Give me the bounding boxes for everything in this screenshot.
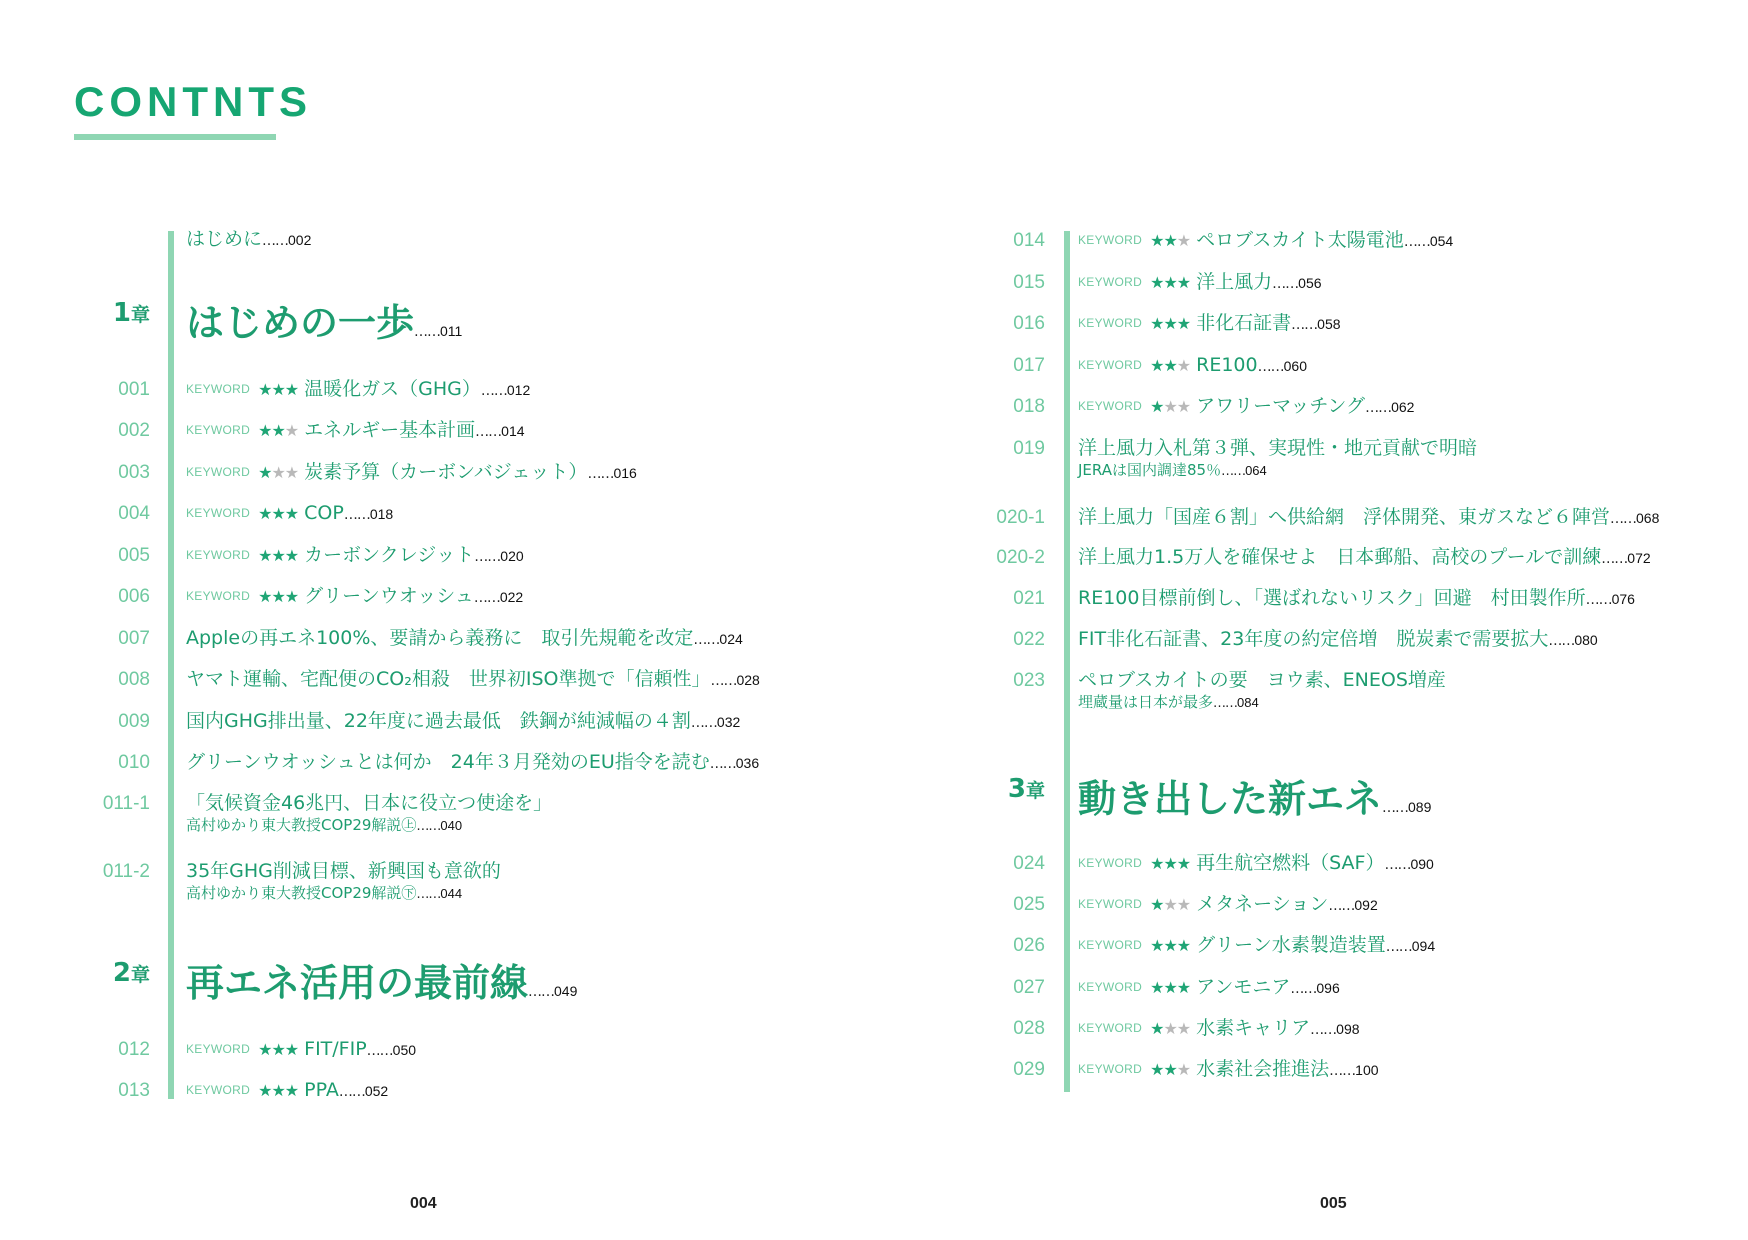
- star-rating: [1150, 854, 1190, 873]
- star-icon: ★: [284, 546, 299, 565]
- star-icon: ★: [1176, 936, 1191, 955]
- star-icon: ★: [1163, 1060, 1177, 1079]
- star-icon: ★: [258, 380, 272, 399]
- entry-number: 020-2: [996, 547, 1045, 568]
- page-ref: 016: [613, 465, 637, 481]
- keyword-tag: KEYWORD: [1078, 1062, 1143, 1076]
- toc-entry[interactable]: [1078, 546, 1651, 570]
- leader-dots: ……: [1365, 400, 1392, 416]
- title-underline: [74, 134, 276, 140]
- entry-number: 021: [1013, 588, 1045, 609]
- star-icon: ★: [1176, 854, 1191, 873]
- entry-title: COP: [304, 502, 344, 524]
- star-icon: ★: [1163, 978, 1177, 997]
- entry-subtitle: 高村ゆかり東大教授COP29解説㊦……044: [186, 883, 463, 902]
- star-rating: [258, 1081, 298, 1100]
- page-ref: 089: [1408, 799, 1432, 815]
- toc-entry[interactable]: [1078, 229, 1453, 253]
- entry-number: 018: [1013, 396, 1045, 417]
- leader-dots: ……: [414, 324, 441, 340]
- leader-dots: ……: [587, 466, 614, 482]
- chapter-number: [30, 298, 150, 328]
- chapter-title[interactable]: [186, 292, 462, 347]
- keyword-tag: KEYWORD: [186, 465, 251, 479]
- chapter-digit: 2: [112, 958, 131, 988]
- chapter-suffix: 章: [130, 304, 150, 326]
- entry-number: 020-1: [996, 507, 1045, 528]
- toc-entry[interactable]: [1078, 587, 1635, 611]
- star-icon: ★: [258, 1081, 272, 1100]
- keyword-tag: KEYWORD: [186, 382, 251, 396]
- star-icon: ★: [1163, 231, 1177, 250]
- entry-number: 009: [118, 711, 150, 732]
- entry-number: 002: [118, 420, 150, 441]
- entry-number: 029: [1013, 1059, 1045, 1080]
- page-ref: 100: [1355, 1062, 1379, 1078]
- page-ref: 050: [392, 1042, 417, 1058]
- entry-title: RE100: [1196, 354, 1258, 376]
- entry-number: 011-2: [102, 861, 150, 882]
- left-column-bar: [168, 231, 174, 1099]
- leader-dots: ……: [1382, 800, 1409, 816]
- entry-number: 004: [118, 503, 150, 524]
- entry-number: 008: [118, 669, 150, 690]
- star-icon: ★: [1176, 356, 1191, 375]
- contents-title: CONTNTS: [74, 78, 312, 125]
- page-ref: 072: [1627, 550, 1651, 566]
- star-icon: ★: [1176, 1060, 1191, 1079]
- star-icon: ★: [1150, 1019, 1164, 1038]
- star-icon: ★: [1163, 356, 1177, 375]
- star-rating: [258, 1040, 298, 1059]
- star-icon: ★: [284, 421, 299, 440]
- star-rating: [1150, 895, 1190, 914]
- star-icon: ★: [1150, 273, 1164, 292]
- page-ref: 084: [1237, 694, 1259, 710]
- entry-title: アワリーマッチング: [1196, 395, 1366, 417]
- entry-title: PPA: [304, 1079, 339, 1101]
- leader-dots: ……: [1585, 592, 1612, 608]
- page-ref: 096: [1316, 980, 1340, 996]
- toc-entry[interactable]: [186, 1038, 416, 1062]
- entry-title: 35年GHG削減目標、新興国も意欲的: [186, 860, 501, 882]
- leader-dots: ……: [528, 984, 555, 1000]
- star-rating: [258, 463, 298, 482]
- leader-dots: ……: [1548, 633, 1575, 649]
- toc-entry[interactable]: [1078, 271, 1322, 295]
- star-icon: ★: [1150, 978, 1164, 997]
- leader-dots: ……: [474, 549, 501, 565]
- star-rating: [258, 380, 298, 399]
- toc-entry[interactable]: [1078, 893, 1378, 917]
- chapter-title[interactable]: [186, 952, 577, 1007]
- star-rating: [1150, 397, 1190, 416]
- leader-dots: ……: [338, 1084, 365, 1100]
- star-icon: ★: [1150, 356, 1164, 375]
- keyword-tag: KEYWORD: [1078, 938, 1143, 952]
- star-icon: ★: [1150, 397, 1164, 416]
- star-icon: ★: [284, 504, 299, 523]
- leader-dots: ……: [1385, 939, 1412, 955]
- star-icon: ★: [271, 421, 285, 440]
- entry-number: 019: [1013, 438, 1045, 459]
- toc-entry[interactable]: [1078, 1058, 1379, 1082]
- star-icon: ★: [1150, 936, 1164, 955]
- keyword-tag: KEYWORD: [1078, 316, 1143, 330]
- star-icon: ★: [1150, 854, 1164, 873]
- page-ref: 064: [1245, 462, 1267, 478]
- keyword-tag: KEYWORD: [186, 1083, 251, 1097]
- page-ref: 036: [735, 755, 760, 771]
- star-icon: ★: [1176, 273, 1191, 292]
- page-ref: 056: [1298, 275, 1322, 291]
- entry-title: アンモニア: [1196, 976, 1291, 998]
- entry-number: 024: [1013, 853, 1045, 874]
- page-ref: 002: [288, 232, 312, 248]
- leader-dots: ……: [343, 507, 370, 523]
- star-rating: [1150, 978, 1190, 997]
- leader-dots: ……: [1329, 1063, 1356, 1079]
- keyword-tag: KEYWORD: [1078, 897, 1143, 911]
- leader-dots: ……: [366, 1043, 393, 1059]
- page-ref: 094: [1411, 938, 1436, 954]
- right-column-bar: [1064, 231, 1070, 1092]
- toc-entry[interactable]: [186, 461, 637, 485]
- entry-subtitle: 高村ゆかり東大教授COP29解説㊤……040: [186, 815, 463, 834]
- leader-dots: ……: [1610, 511, 1637, 527]
- page-ref: 058: [1317, 316, 1341, 332]
- keyword-tag: KEYWORD: [1078, 1021, 1143, 1035]
- entry-title: ペロブスカイトの要 ヨウ素、ENEOS増産: [1078, 669, 1446, 691]
- keyword-tag: KEYWORD: [186, 589, 251, 603]
- entry-number: 003: [118, 462, 150, 483]
- leader-dots: ……: [709, 756, 736, 772]
- entry-number: 001: [118, 379, 150, 400]
- entry-title: FIT非化石証書、23年度の約定倍増 脱炭素で需要拡大: [1078, 628, 1549, 650]
- entry-title: 洋上風力: [1196, 271, 1273, 293]
- keyword-tag: KEYWORD: [1078, 358, 1143, 372]
- keyword-tag: KEYWORD: [1078, 980, 1143, 994]
- page-ref: 052: [364, 1083, 389, 1099]
- leader-dots: ……: [1384, 857, 1411, 873]
- star-icon: ★: [1163, 895, 1177, 914]
- toc-entry[interactable]: [186, 751, 759, 775]
- page-ref: 080: [1574, 632, 1598, 648]
- chapter-title-text: 動き出した新エネ: [1078, 777, 1383, 821]
- chapter-digit: 1: [112, 298, 131, 328]
- page-ref: 062: [1391, 399, 1415, 415]
- star-icon: ★: [1163, 397, 1177, 416]
- entry-number: 005: [118, 545, 150, 566]
- page-ref: 044: [440, 885, 463, 901]
- page-ref: 024: [719, 631, 743, 647]
- page-ref: 018: [369, 506, 394, 522]
- toc-entry[interactable]: [186, 860, 501, 903]
- entry-title: 水素キャリア: [1196, 1017, 1311, 1039]
- page-ref: 014: [501, 423, 525, 439]
- page-ref: 022: [499, 589, 524, 605]
- entry-number: 025: [1013, 894, 1045, 915]
- page-ref: 060: [1283, 358, 1307, 374]
- star-icon: ★: [258, 546, 272, 565]
- star-icon: ★: [1163, 854, 1177, 873]
- leader-dots: ……: [416, 886, 441, 902]
- leader-dots: ……: [1221, 463, 1246, 479]
- star-icon: ★: [1163, 936, 1177, 955]
- toc-entry[interactable]: [186, 544, 524, 568]
- intro-entry[interactable]: [186, 228, 311, 252]
- entry-title: 洋上風力「国産６割」へ供給網 浮体開発、東ガスなど６陣営: [1078, 506, 1611, 528]
- leader-dots: ……: [710, 673, 737, 689]
- star-icon: ★: [258, 463, 272, 482]
- chapter-title-text: 再エネ活用の最前線: [186, 961, 529, 1005]
- leader-dots: ……: [475, 424, 502, 440]
- page-ref: 068: [1636, 510, 1660, 526]
- page-ref: 028: [736, 672, 760, 688]
- keyword-tag: KEYWORD: [1078, 856, 1143, 870]
- page-ref: 092: [1354, 897, 1378, 913]
- right-page-number: 005: [1320, 1195, 1347, 1212]
- entry-number: 022: [1013, 629, 1045, 650]
- toc-entry[interactable]: [1078, 934, 1435, 958]
- star-icon: ★: [1176, 1019, 1191, 1038]
- page-ref: 012: [506, 382, 531, 398]
- keyword-tag: KEYWORD: [1078, 399, 1143, 413]
- keyword-tag: KEYWORD: [186, 506, 251, 520]
- toc-entry[interactable]: [1078, 628, 1598, 652]
- entry-title: Appleの再エネ100%、要請から義務に 取引先規範を改定: [186, 627, 694, 649]
- star-icon: ★: [1176, 978, 1191, 997]
- leader-dots: ……: [473, 590, 500, 606]
- entry-number: 011-1: [102, 793, 150, 814]
- entry-number: 012: [118, 1039, 150, 1060]
- toc-entry[interactable]: [1078, 395, 1414, 419]
- leader-dots: ……: [1403, 234, 1430, 250]
- entry-number: 026: [1013, 935, 1045, 956]
- entry-number: 027: [1013, 977, 1045, 998]
- keyword-tag: KEYWORD: [186, 1042, 251, 1056]
- star-icon: ★: [258, 504, 272, 523]
- star-icon: ★: [284, 587, 299, 606]
- left-page-number: 004: [410, 1195, 437, 1212]
- entry-title: グリーン水素製造装置: [1196, 934, 1386, 956]
- star-icon: ★: [271, 546, 285, 565]
- toc-entry[interactable]: [186, 502, 393, 526]
- entry-number: 028: [1013, 1018, 1045, 1039]
- star-rating: [1150, 273, 1190, 292]
- toc-entry[interactable]: [1078, 852, 1434, 876]
- keyword-tag: KEYWORD: [186, 548, 251, 562]
- star-icon: ★: [284, 463, 299, 482]
- chapter-title-text: はじめの一歩: [186, 301, 415, 345]
- star-icon: ★: [258, 1040, 272, 1059]
- star-rating: [1150, 231, 1190, 250]
- toc-entry[interactable]: [1078, 506, 1659, 530]
- star-icon: ★: [271, 587, 285, 606]
- star-icon: ★: [1176, 231, 1191, 250]
- leader-dots: ……: [480, 383, 507, 399]
- page-ref: 040: [440, 817, 463, 833]
- star-rating: [1150, 1060, 1190, 1079]
- leader-dots: ……: [262, 233, 289, 249]
- leader-dots: ……: [1257, 359, 1284, 375]
- entry-title: ペロブスカイト太陽電池: [1196, 229, 1404, 251]
- star-rating: [258, 504, 298, 523]
- star-icon: ★: [1176, 895, 1191, 914]
- chapter-title[interactable]: [1078, 768, 1431, 823]
- star-icon: ★: [284, 380, 299, 399]
- entry-title: エネルギー基本計画: [304, 419, 476, 441]
- toc-entry[interactable]: [1078, 437, 1477, 480]
- entry-title: 炭素予算（カーボンバジェット）: [304, 461, 588, 483]
- keyword-tag: KEYWORD: [1078, 233, 1143, 247]
- star-icon: ★: [271, 1040, 285, 1059]
- keyword-tag: KEYWORD: [1078, 275, 1143, 289]
- leader-dots: ……: [1291, 317, 1318, 333]
- entry-title: 洋上風力入札第３弾、実現性・地元貢献で明暗: [1078, 437, 1478, 459]
- star-icon: ★: [1150, 895, 1164, 914]
- star-rating: [258, 587, 298, 606]
- entry-title: 再生航空燃料（SAF）: [1196, 852, 1385, 874]
- chapter-suffix: 章: [130, 964, 150, 986]
- toc-entry[interactable]: [1078, 976, 1340, 1000]
- entry-number: 016: [1013, 313, 1045, 334]
- toc-entry[interactable]: [1078, 312, 1341, 336]
- entry-number: 010: [118, 752, 150, 773]
- entry-title: 洋上風力1.5万人を確保せよ 日本郵船、高校のプールで訓練: [1078, 546, 1602, 568]
- entry-title: 国内GHG排出量、22年度に過去最低 鉄鋼が純減幅の４割: [186, 710, 691, 732]
- toc-entry[interactable]: [186, 627, 743, 651]
- entry-subtitle: 埋蔵量は日本が最多……084: [1078, 692, 1259, 711]
- star-icon: ★: [1163, 1019, 1177, 1038]
- entry-title: FIT/FIP: [304, 1038, 367, 1060]
- star-icon: ★: [284, 1040, 299, 1059]
- entry-number: 015: [1013, 272, 1045, 293]
- entry-title: 水素社会推進法: [1196, 1058, 1330, 1080]
- star-rating: [258, 421, 298, 440]
- chapter-digit: 3: [1007, 774, 1026, 804]
- star-icon: ★: [284, 1081, 299, 1100]
- entry-number: 007: [118, 628, 150, 649]
- entry-number: 013: [118, 1080, 150, 1101]
- star-rating: [1150, 356, 1190, 375]
- toc-entry[interactable]: [1078, 1017, 1360, 1041]
- leader-dots: ……: [1290, 981, 1317, 997]
- star-icon: ★: [271, 1081, 285, 1100]
- entry-title: 温暖化ガス（GHG）: [304, 378, 481, 400]
- toc-entry[interactable]: [186, 378, 530, 402]
- page-ref: 076: [1611, 591, 1635, 607]
- entry-title: RE100目標前倒し、「選ばれないリスク」回避 村田製作所: [1078, 587, 1586, 609]
- toc-entry[interactable]: [186, 419, 525, 443]
- leader-dots: ……: [1213, 695, 1238, 711]
- chapter-number: [30, 958, 150, 988]
- star-icon: ★: [1176, 314, 1191, 333]
- page-ref: 020: [500, 548, 524, 564]
- chapter-number: [925, 774, 1045, 804]
- leader-dots: ……: [1310, 1022, 1337, 1038]
- leader-dots: ……: [690, 715, 717, 731]
- entry-number: 006: [118, 586, 150, 607]
- entry-number: 017: [1013, 355, 1045, 376]
- toc-entry[interactable]: [186, 668, 760, 692]
- page-ref: 090: [1410, 856, 1434, 872]
- star-icon: ★: [1163, 314, 1177, 333]
- star-icon: ★: [271, 380, 285, 399]
- star-rating: [1150, 1019, 1190, 1038]
- star-icon: ★: [1150, 231, 1164, 250]
- star-icon: ★: [1163, 273, 1177, 292]
- entry-title: メタネーション: [1196, 893, 1329, 915]
- entry-number: 023: [1013, 670, 1045, 691]
- page-ref: 049: [554, 983, 578, 999]
- chapter-suffix: 章: [1025, 780, 1045, 802]
- star-rating: [258, 546, 298, 565]
- entry-title: 非化石証書: [1196, 312, 1292, 334]
- star-icon: ★: [258, 587, 272, 606]
- keyword-tag: KEYWORD: [186, 423, 251, 437]
- leader-dots: ……: [1272, 276, 1299, 292]
- star-icon: ★: [258, 421, 272, 440]
- star-icon: ★: [271, 463, 285, 482]
- star-icon: ★: [271, 504, 285, 523]
- entry-title: 「気候資金46兆円、日本に役立つ使途を」: [186, 792, 553, 814]
- entry-title: カーボンクレジット: [304, 544, 475, 566]
- toc-entry[interactable]: [186, 792, 552, 835]
- leader-dots: ……: [416, 818, 441, 834]
- toc-entry[interactable]: [1078, 354, 1307, 378]
- entry-title: ヤマト運輸、宅配便のCO₂相殺 世界初ISO準拠で「信頼性」: [186, 668, 711, 690]
- entry-title: グリーンウオッシュとは何か 24年３月発効のEU指令を読む: [186, 751, 710, 773]
- leader-dots: ……: [693, 632, 720, 648]
- page-ref: 011: [440, 323, 463, 339]
- toc-entry[interactable]: [186, 710, 740, 734]
- entry-title: グリーンウオッシュ: [304, 585, 474, 607]
- star-rating: [1150, 314, 1190, 333]
- toc-entry[interactable]: [186, 1079, 388, 1103]
- star-icon: ★: [1176, 397, 1191, 416]
- entry-subtitle: JERAは国内調達85％……064: [1078, 460, 1267, 479]
- page-ref: 098: [1336, 1021, 1360, 1037]
- entry-title: はじめに: [186, 228, 263, 250]
- star-rating: [1150, 936, 1190, 955]
- page-ref: 054: [1429, 233, 1454, 249]
- page-ref: 032: [716, 714, 741, 730]
- leader-dots: ……: [1328, 898, 1355, 914]
- leader-dots: ……: [1601, 551, 1628, 567]
- star-icon: ★: [1150, 314, 1164, 333]
- entry-number: 014: [1013, 230, 1045, 251]
- toc-entry[interactable]: [1078, 669, 1446, 712]
- toc-entry[interactable]: [186, 585, 523, 609]
- star-icon: ★: [1150, 1060, 1164, 1079]
